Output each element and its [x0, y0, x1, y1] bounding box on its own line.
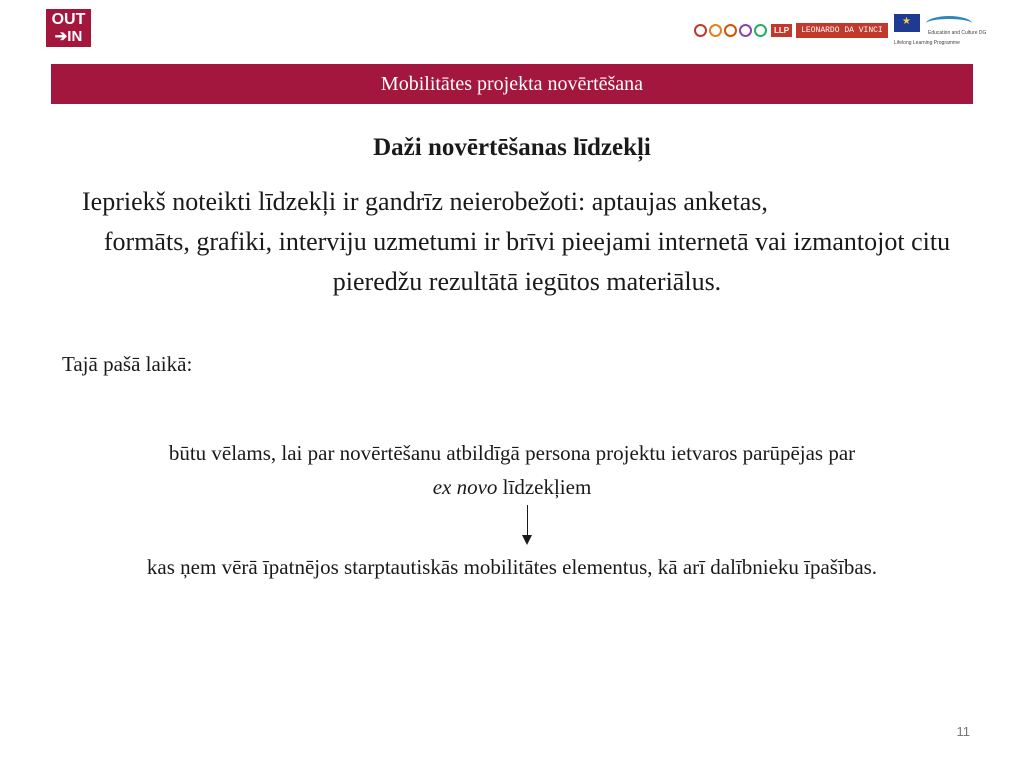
arrow-down-icon: [527, 505, 528, 543]
eu-program-label: Lifelong Learning Programme: [894, 40, 960, 46]
paragraph-tools-rest: formāts, grafiki, interviju uzmetumi ir brīvi pieejami internetā vai izmantojot citu pieredžu rezultātā iegūtos materiālus.: [103, 227, 951, 296]
outin-logo-line1: OUT: [51, 11, 86, 28]
ldv-label: LEONARDO DA VINCI: [796, 23, 888, 38]
eu-lifelong-learning-logo: [894, 14, 987, 50]
spiral-icon: [709, 24, 722, 37]
spiral-icon: [694, 24, 707, 37]
llp-label: LLP: [771, 24, 792, 37]
page-number: 11: [956, 724, 970, 739]
paragraph-responsible-end: līdzekļiem: [497, 475, 592, 499]
paragraph-mobility: kas ņem vērā īpatnējos starptautiskās mobilitātes elementus, kā arī dalībnieku īpašības.: [146, 555, 878, 579]
swoosh-icon: [926, 16, 972, 31]
outin-logo-line2: ➔IN: [54, 28, 83, 45]
paragraph-responsible: [52, 436, 972, 504]
eu-flag-icon: [894, 14, 920, 32]
paragraph-responsible-main: būtu vēlams, lai par novērtēšanu atbildīgā persona projektu ietvaros parūpējas par: [168, 441, 856, 465]
spiral-icon: [724, 24, 737, 37]
outin-logo: [46, 9, 91, 47]
intro-text: Tajā pašā laikā:: [62, 352, 193, 376]
section-heading: Daži novērtēšanas līdzekļi: [373, 134, 651, 161]
ex-novo-italic: ex novo: [432, 475, 498, 499]
paragraph-tools: [82, 182, 972, 302]
spiral-icon: [739, 24, 752, 37]
leonardo-da-vinci-logo: [694, 20, 888, 40]
spiral-icon: [754, 24, 767, 37]
eu-caption: Education and Culture DG: [928, 30, 987, 36]
paragraph-tools-line1: Iepriekš noteikti līdzekļi ir gandrīz neierobežoti: aptaujas anketas,: [82, 187, 768, 216]
slide-title-bar: Mobilitātes projekta novērtēšana: [51, 64, 973, 104]
